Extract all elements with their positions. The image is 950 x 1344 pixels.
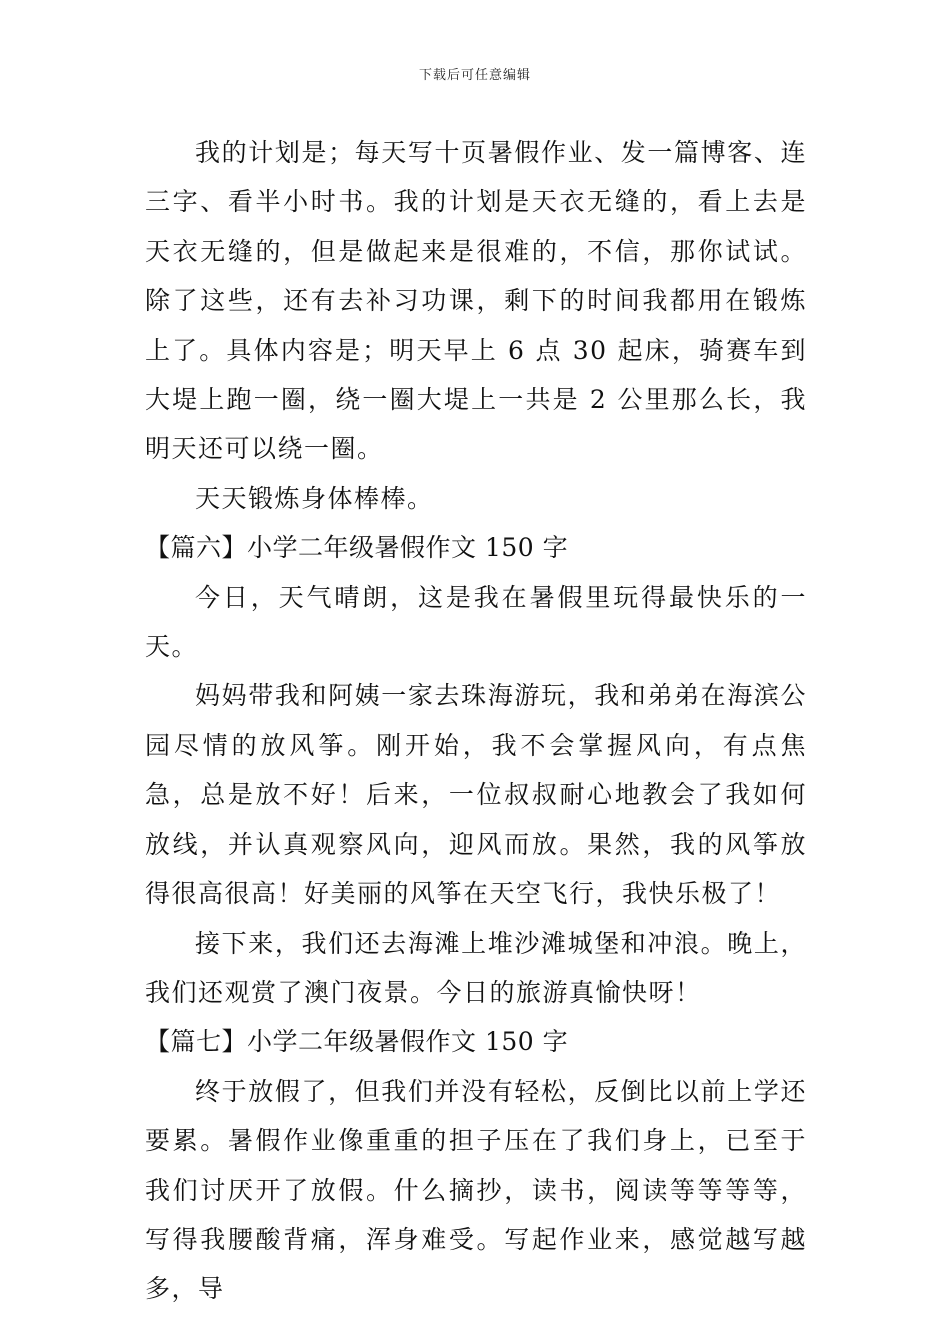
paragraph-kite: 妈妈带我和阿姨一家去珠海游玩，我和弟弟在海滨公园尽情的放风筝。刚开始，我不会掌握风向，有点焦急，总是放不好！后来，一位叔叔耐心地教会了我如何放线，并认真观察风向，迎风而放。果然，我的风筝放得很高很高！好美丽的风筝在天空飞行，我快乐极了！ <box>145 681 807 909</box>
document-body <box>145 128 807 1314</box>
section-heading-6: 【篇六】小学二年级暑假作文 150 字 <box>145 533 569 563</box>
paragraph-beach: 接下来，我们还去海滩上堆沙滩城堡和冲浪。晚上，我们还观赏了澳门夜景。今日的旅游真愉快呀！ <box>145 928 807 1007</box>
paragraph-weather: 今日，天气晴朗，这是我在暑假里玩得最快乐的一天。 <box>145 582 807 662</box>
paragraph-plan: 我的计划是；每天写十页暑假作业、发一篇博客、连三字、看半小时书。我的计划是天衣无缝的，看上去是天衣无缝的，但是做起来是很难的，不信，那你试试。除了这些，还有去补习功课，剩下的时间我都用在锻炼上了。具体内容是；明天早上 6 点 30 起床，骑赛车到大堤上跑一圈，绕一圈大堤上一共是 2 公里那么长，我明天还可以绕一圈。 <box>145 138 807 464</box>
paragraph-homework: 终于放假了，但我们并没有轻松，反倒比以前上学还要累。暑假作业像重重的担子压在了我们身上，已至于我们讨厌开了放假。什么摘抄，读书，阅读等等等等，写得我腰酸背痛，浑身难受。写起作业来，感觉越写越多，导 <box>145 1076 807 1304</box>
page-header: 下载后可任意编辑 <box>418 68 531 83</box>
paragraph-exercise: 天天锻炼身体棒棒。 <box>195 483 434 513</box>
section-heading-7: 【篇七】小学二年级暑假作文 150 字 <box>145 1027 569 1057</box>
